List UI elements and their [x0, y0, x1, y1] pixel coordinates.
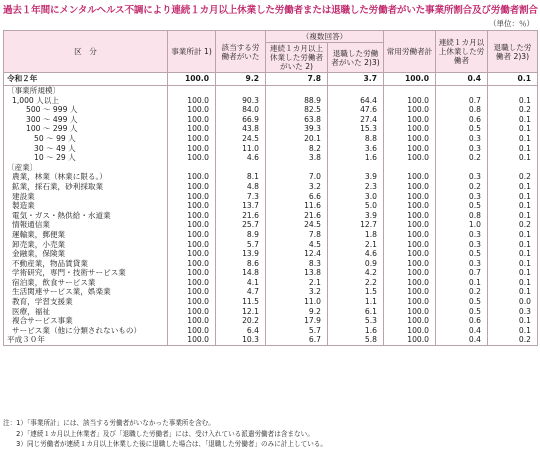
row-value: 8.8: [328, 134, 384, 144]
row-value: 0.3: [436, 144, 488, 154]
row-value: 0.7: [436, 268, 488, 278]
row-label: 学術研究，専門・技術サービス業: [4, 268, 168, 278]
row-value: 88.9: [266, 96, 328, 106]
row-value: 100.0: [168, 278, 216, 288]
row-value: 100.0: [384, 124, 436, 134]
row-value: 100.0: [168, 144, 216, 154]
row-value: 7.8: [266, 230, 328, 240]
row-value: 100.0: [168, 316, 216, 326]
row-label: サービス業（他に分類されないもの）: [4, 326, 168, 336]
row-value: 4.6: [328, 249, 384, 259]
row-value: 7.8: [266, 73, 328, 86]
table-row: [4, 172, 538, 182]
row-value: 3.9: [328, 172, 384, 182]
row-value: 100.0: [384, 192, 436, 202]
header-had-workers: 該当する労働者がいた: [216, 31, 266, 73]
footnote-3: 3）同じ労働者が連続１カ月以上休業した後に退職した場合は、「退職した労働者」のみに計上している。: [3, 440, 327, 448]
row-value: 100.0: [168, 335, 216, 345]
row-value: [488, 86, 538, 96]
row-value: 8.3: [266, 259, 328, 269]
row-value: 0.6: [436, 115, 488, 125]
data-table: [3, 30, 538, 346]
row-value: 4.7: [216, 287, 266, 297]
table-row: [4, 316, 538, 326]
row-value: 100.0: [384, 201, 436, 211]
header-leave-workers: 連続１カ月以上休業した労働者: [436, 31, 488, 73]
row-value: 11.5: [216, 297, 266, 307]
row-value: 63.8: [266, 115, 328, 125]
row-value: 100.0: [168, 115, 216, 125]
row-value: 100.0: [384, 153, 436, 163]
row-value: 0.4: [436, 335, 488, 345]
row-value: 100.0: [168, 73, 216, 86]
row-value: [266, 86, 328, 96]
row-value: 100.0: [168, 124, 216, 134]
row-value: 100.0: [384, 278, 436, 288]
row-value: 100.0: [168, 307, 216, 317]
row-label: 医療，福祉: [4, 307, 168, 317]
table-row: [4, 192, 538, 202]
row-value: 100.0: [384, 287, 436, 297]
row-value: 100.0: [384, 326, 436, 336]
row-value: 100.0: [384, 115, 436, 125]
footnote-1: 注：1）「事業所計」には、該当する労働者がいなかった事業所を含む。: [3, 419, 215, 427]
table-row: [4, 201, 538, 211]
row-value: 0.2: [436, 153, 488, 163]
row-label: 複合サービス事業: [4, 316, 168, 326]
row-label: 金融業，保険業: [4, 249, 168, 259]
row-value: 100.0: [384, 172, 436, 182]
row-label: 情報通信業: [4, 220, 168, 230]
row-value: 12.7: [328, 220, 384, 230]
row-value: [436, 86, 488, 96]
row-value: 0.2: [488, 172, 538, 182]
row-label: 100 〜 299 人: [4, 124, 168, 134]
table-row: [4, 96, 538, 106]
row-value: 0.1: [488, 134, 538, 144]
row-value: 100.0: [168, 201, 216, 211]
row-value: 0.1: [488, 326, 538, 336]
row-value: 100.0: [384, 211, 436, 221]
row-value: 100.0: [384, 240, 436, 250]
row-label: 500 〜 999 人: [4, 105, 168, 115]
row-value: 1.1: [328, 297, 384, 307]
header-leave-establishments: 連続１カ月以上休業した労働者がいた 2): [266, 43, 328, 73]
row-value: 8.1: [216, 172, 266, 182]
row-value: [384, 163, 436, 173]
row-value: 0.1: [488, 278, 538, 288]
row-value: 5.0: [328, 201, 384, 211]
row-value: 0.6: [436, 316, 488, 326]
row-value: 100.0: [384, 220, 436, 230]
table-row: [4, 86, 538, 96]
row-value: 47.6: [328, 105, 384, 115]
row-label: 不動産業，物品賃貸業: [4, 259, 168, 269]
row-label: 製造業: [4, 201, 168, 211]
row-value: 100.0: [168, 230, 216, 240]
row-label: 300 〜 499 人: [4, 115, 168, 125]
row-value: [216, 163, 266, 173]
row-value: 0.1: [488, 240, 538, 250]
table-row: [4, 220, 538, 230]
row-value: 43.8: [216, 124, 266, 134]
row-value: 100.0: [168, 249, 216, 259]
row-value: 84.0: [216, 105, 266, 115]
row-value: 0.1: [488, 182, 538, 192]
table-row: [4, 307, 538, 317]
row-value: 3.2: [266, 287, 328, 297]
row-value: 100.0: [168, 326, 216, 336]
row-value: [168, 163, 216, 173]
row-label: 〔産業〕: [4, 163, 168, 173]
row-value: 0.1: [488, 144, 538, 154]
row-value: 0.1: [488, 268, 538, 278]
row-value: 21.6: [216, 211, 266, 221]
row-value: 12.4: [266, 249, 328, 259]
row-value: 100.0: [168, 134, 216, 144]
row-value: 20.1: [266, 134, 328, 144]
table-row: [4, 182, 538, 192]
table-body: [4, 73, 538, 346]
row-value: 90.3: [216, 96, 266, 106]
row-value: [216, 86, 266, 96]
row-value: 3.7: [328, 73, 384, 86]
row-value: 6.1: [328, 307, 384, 317]
row-label: 生活関連サービス業，娯楽業: [4, 287, 168, 297]
row-value: 0.2: [488, 105, 538, 115]
row-value: 7.0: [266, 172, 328, 182]
row-value: 0.5: [436, 297, 488, 307]
row-value: 0.0: [488, 297, 538, 307]
row-value: 100.0: [168, 172, 216, 182]
row-value: 6.7: [266, 335, 328, 345]
row-value: 2.2: [328, 278, 384, 288]
row-value: 0.1: [488, 259, 538, 269]
row-value: 0.5: [436, 201, 488, 211]
row-value: 100.0: [384, 182, 436, 192]
row-value: 0.3: [436, 230, 488, 240]
table-row: [4, 124, 538, 134]
row-value: 100.0: [168, 268, 216, 278]
row-value: 3.0: [328, 192, 384, 202]
row-value: 0.1: [488, 211, 538, 221]
row-value: 0.3: [436, 192, 488, 202]
row-value: 0.3: [436, 259, 488, 269]
row-value: 11.6: [266, 201, 328, 211]
row-value: 4.1: [216, 278, 266, 288]
row-value: 100.0: [168, 192, 216, 202]
row-value: 5.3: [328, 316, 384, 326]
table-row: [4, 326, 538, 336]
table-row: [4, 249, 538, 259]
row-value: 2.1: [328, 240, 384, 250]
row-value: 25.7: [216, 220, 266, 230]
header-multi-answer: （複数回答）: [266, 31, 384, 43]
row-value: 100.0: [168, 211, 216, 221]
row-value: 100.0: [384, 316, 436, 326]
table-row: [4, 163, 538, 173]
table-row: [4, 153, 538, 163]
row-value: 1.6: [328, 153, 384, 163]
row-value: 0.1: [436, 278, 488, 288]
row-value: 10.3: [216, 335, 266, 345]
row-value: 0.1: [488, 96, 538, 106]
row-value: 0.1: [488, 115, 538, 125]
row-value: 1.5: [328, 287, 384, 297]
row-value: 0.1: [488, 192, 538, 202]
row-value: 0.1: [488, 287, 538, 297]
row-value: 4.6: [216, 153, 266, 163]
row-value: 100.0: [384, 268, 436, 278]
row-value: 0.3: [436, 240, 488, 250]
table-row: [4, 287, 538, 297]
table-row: [4, 230, 538, 240]
row-value: 4.2: [328, 268, 384, 278]
row-label: 卸売業，小売業: [4, 240, 168, 250]
row-value: 13.7: [216, 201, 266, 211]
row-value: 2.3: [328, 182, 384, 192]
row-value: 0.5: [436, 124, 488, 134]
table-row: [4, 115, 538, 125]
row-value: 3.6: [328, 144, 384, 154]
row-value: 11.0: [266, 297, 328, 307]
row-value: 100.0: [168, 153, 216, 163]
row-value: 3.2: [266, 182, 328, 192]
row-value: 21.6: [266, 211, 328, 221]
row-value: 0.1: [488, 201, 538, 211]
row-label: 電気・ガス・熱供給・水道業: [4, 211, 168, 221]
row-value: 0.8: [436, 105, 488, 115]
footnotes: [3, 418, 327, 450]
header-quit-establishments: 退職した労働者がいた 2)3): [328, 43, 384, 73]
table-row: [4, 240, 538, 250]
row-value: 3.9: [328, 211, 384, 221]
row-value: 5.8: [328, 335, 384, 345]
row-value: 100.0: [384, 307, 436, 317]
row-value: 64.4: [328, 96, 384, 106]
row-value: 3.8: [266, 153, 328, 163]
row-value: 100.0: [168, 297, 216, 307]
row-value: 100.0: [168, 220, 216, 230]
row-value: 17.9: [266, 316, 328, 326]
row-value: 66.9: [216, 115, 266, 125]
row-value: 0.1: [488, 316, 538, 326]
row-value: 0.8: [436, 211, 488, 221]
row-value: 7.3: [216, 192, 266, 202]
row-label: 宿泊業，飲食サービス業: [4, 278, 168, 288]
header-regular-workers: 常用労働者計: [384, 31, 436, 73]
row-value: 0.2: [436, 182, 488, 192]
table-row: [4, 134, 538, 144]
row-value: 100.0: [168, 240, 216, 250]
row-value: 13.9: [216, 249, 266, 259]
row-label: 令和２年: [4, 73, 168, 86]
row-value: 5.7: [216, 240, 266, 250]
row-value: 0.5: [436, 307, 488, 317]
row-value: 0.1: [488, 230, 538, 240]
table-row: [4, 211, 538, 221]
row-value: 82.5: [266, 105, 328, 115]
row-value: 0.4: [436, 326, 488, 336]
row-value: 0.1: [488, 153, 538, 163]
table-row: [4, 335, 538, 345]
row-value: 0.3: [436, 134, 488, 144]
row-value: 0.2: [436, 287, 488, 297]
row-value: 8.2: [266, 144, 328, 154]
row-value: 1.6: [328, 326, 384, 336]
row-value: 0.4: [436, 73, 488, 86]
row-value: 100.0: [168, 259, 216, 269]
row-value: 2.1: [266, 278, 328, 288]
row-value: 8.6: [216, 259, 266, 269]
row-value: 0.7: [436, 96, 488, 106]
row-value: 6.4: [216, 326, 266, 336]
row-value: 0.1: [488, 124, 538, 134]
row-value: 1.8: [328, 230, 384, 240]
row-value: [384, 86, 436, 96]
row-label: 建設業: [4, 192, 168, 202]
row-value: 15.3: [328, 124, 384, 134]
row-value: 100.0: [384, 230, 436, 240]
row-value: 4.8: [216, 182, 266, 192]
row-label: 鉱業，採石業，砂利採取業: [4, 182, 168, 192]
row-value: [488, 163, 538, 173]
row-value: 14.8: [216, 268, 266, 278]
row-value: 100.0: [384, 144, 436, 154]
table-row: [4, 297, 538, 307]
row-value: 100.0: [384, 96, 436, 106]
row-label: 運輸業，郵便業: [4, 230, 168, 240]
row-value: 100.0: [384, 134, 436, 144]
table-row: [4, 268, 538, 278]
row-value: 0.9: [328, 259, 384, 269]
row-value: 0.2: [488, 335, 538, 345]
row-value: 6.6: [266, 192, 328, 202]
header-establishments: 事業所計 1): [168, 31, 216, 73]
row-value: 4.5: [266, 240, 328, 250]
row-value: 39.3: [266, 124, 328, 134]
table-row: [4, 259, 538, 269]
row-value: 0.5: [436, 249, 488, 259]
table-row: [4, 73, 538, 86]
row-label: 10 〜 29 人: [4, 153, 168, 163]
row-value: 100.0: [384, 259, 436, 269]
header-quit-workers: 退職した労働者 2)3): [488, 31, 538, 73]
row-value: 100.0: [168, 287, 216, 297]
row-value: [266, 163, 328, 173]
row-value: 0.3: [436, 172, 488, 182]
row-value: 100.0: [168, 182, 216, 192]
row-value: [328, 86, 384, 96]
row-value: 1.0: [436, 220, 488, 230]
row-value: 24.5: [216, 134, 266, 144]
row-value: 11.0: [216, 144, 266, 154]
table-row: [4, 105, 538, 115]
row-value: 100.0: [384, 335, 436, 345]
row-value: 100.0: [384, 105, 436, 115]
row-label: 教育，学習支援業: [4, 297, 168, 307]
row-value: 13.8: [266, 268, 328, 278]
row-value: [168, 86, 216, 96]
row-value: 27.4: [328, 115, 384, 125]
table-row: [4, 278, 538, 288]
row-label: 30 〜 49 人: [4, 144, 168, 154]
row-value: 8.9: [216, 230, 266, 240]
page-title: 過去１年間にメンタルヘルス不調により連続１カ月以上休業した労働者または退職した労働者がいた事業所割合及び労働者割合: [3, 5, 538, 16]
row-label: 〔事業所規模〕: [4, 86, 168, 96]
header-category: 区 分: [4, 31, 168, 73]
row-value: 100.0: [384, 73, 436, 86]
row-value: [436, 163, 488, 173]
table-row: [4, 144, 538, 154]
unit-label: （単位：％）: [489, 19, 534, 28]
row-value: 0.1: [488, 249, 538, 259]
row-value: 100.0: [168, 105, 216, 115]
row-value: 9.2: [266, 307, 328, 317]
row-value: 0.2: [488, 220, 538, 230]
row-value: 0.3: [488, 307, 538, 317]
row-label: 1,000 人以上: [4, 96, 168, 106]
row-value: [328, 163, 384, 173]
row-label: 農業，林業（林業に限る。）: [4, 172, 168, 182]
row-value: 0.1: [488, 73, 538, 86]
row-value: 100.0: [384, 297, 436, 307]
row-value: 20.2: [216, 316, 266, 326]
row-value: 12.1: [216, 307, 266, 317]
row-value: 24.5: [266, 220, 328, 230]
row-value: 100.0: [168, 96, 216, 106]
row-value: 100.0: [384, 249, 436, 259]
row-label: 50 〜 99 人: [4, 134, 168, 144]
row-label: 平成３０年: [4, 335, 168, 345]
row-value: 9.2: [216, 73, 266, 86]
row-value: 5.7: [266, 326, 328, 336]
footnote-2: 2）「連続１カ月以上休業者」及び「退職した労働者」には、受け入れている派遣労働者は含まない。: [3, 429, 314, 438]
